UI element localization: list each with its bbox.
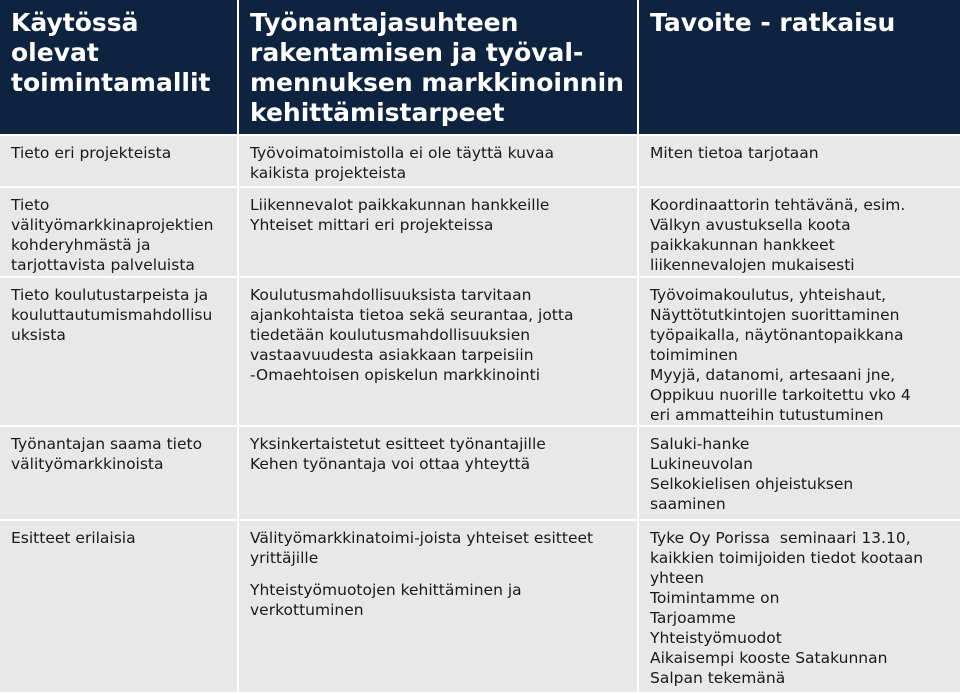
cell-line: yrittäjille: [250, 549, 319, 567]
cell-line: Välityömarkkinatoimi-joista yhteiset esitteet: [250, 529, 594, 547]
cell-line: paikkakunnan hankkeet: [650, 236, 835, 254]
cell-line: Yhteiset mittari eri projekteissa: [250, 216, 494, 234]
cell-line: Työvoimakoulutus, yhteishaut,: [650, 286, 887, 304]
cell-line: tiedetään koulutusmahdollisuuksien: [250, 326, 531, 344]
row2-col1: [0, 188, 237, 278]
header-line: Työnantajasuhteen: [250, 8, 519, 37]
cell-line: kaikista projekteista: [250, 164, 407, 182]
row5-col3: [639, 521, 960, 694]
header-development-needs: [239, 0, 637, 136]
header-line: toimintamallit: [11, 68, 211, 97]
cell-line: kohderyhmästä ja: [11, 236, 151, 254]
cell-line: Työvoimatoimistolla ei ole täyttä kuvaa: [250, 144, 555, 162]
cell-line: Selkokielisen ohjeistuksen: [650, 475, 854, 493]
row4-col2: [239, 427, 637, 521]
cell-line: vastaavuudesta asiakkaan tarpeisiin: [250, 346, 534, 364]
cell-line: verkottuminen: [250, 601, 364, 619]
cell-line: -Omaehtoisen opiskelun markkinointi: [250, 366, 541, 384]
cell-line: Aikaisempi kooste Satakunnan: [650, 649, 888, 667]
cell-line: Tieto: [11, 196, 50, 214]
header-goal-solution: [639, 0, 960, 136]
cell-line: Salpan tekemänä: [650, 669, 786, 687]
row1-col1: [0, 136, 237, 188]
cell-line: tarjottavista palveluista: [11, 256, 195, 274]
row1-col3: [639, 136, 960, 188]
cell-line: välityömarkkinoista: [11, 455, 164, 473]
cell-line: Koordinaattorin tehtävänä, esim.: [650, 196, 906, 214]
header-line: Tavoite - ratkaisu: [650, 8, 896, 37]
row2-col2: [239, 188, 637, 278]
cell-line: Koulutusmahdollisuuksista tarvitaan: [250, 286, 532, 304]
row3-col2: [239, 278, 637, 427]
row1-col2: [239, 136, 637, 188]
cell-line: Yksinkertaistetut esitteet työnantajille: [250, 435, 546, 453]
header-line: mennuksen markkinoinnin: [250, 68, 624, 97]
cell-line: välityömarkkinaprojektien: [11, 216, 214, 234]
header-line: rakentamisen ja työval-: [250, 38, 584, 67]
row3-col3: [639, 278, 960, 427]
row3-col1: [0, 278, 237, 427]
cell-line: Yhteistyömuotojen kehittäminen ja: [250, 581, 522, 599]
cell-line: saaminen: [650, 495, 726, 513]
cell-line: Liikennevalot paikkakunnan hankkeille: [250, 196, 550, 214]
cell-line: Näyttötutkintojen suorittaminen: [650, 306, 900, 324]
cell-line: kaikkien toimijoiden tiedot kootaan: [650, 549, 924, 567]
cell-line: Myyjä, datanomi, artesaani jne,: [650, 366, 896, 384]
cell-line: Välkyn avustuksella koota: [650, 216, 851, 234]
cell-line: Tyke Oy Porissa seminaari 13.10,: [650, 529, 911, 547]
cell-line: Toimintamme on: [650, 589, 780, 607]
header-existing-models: [0, 0, 237, 136]
header-line: kehittämistarpeet: [250, 98, 505, 127]
cell-line: Saluki-hanke: [650, 435, 750, 453]
cell-line: Yhteistyömuodot: [650, 629, 782, 647]
cell-line: Kehen työnantaja voi ottaa yhteyttä: [250, 455, 531, 473]
cell-line: kouluttautumismahdollisu: [11, 306, 213, 324]
row5-col2: [239, 521, 637, 694]
cell-line: eri ammatteihin tutustuminen: [650, 406, 884, 424]
cell-line: Oppikuu nuorille tarkoitettu vko 4: [650, 386, 911, 404]
header-line: olevat: [11, 38, 99, 67]
cell-line: työpaikalla, näytönantopaikkana: [650, 326, 904, 344]
cell-line: ajankohtaista tietoa sekä seurantaa, jotta: [250, 306, 574, 324]
cell-line: Lukineuvolan: [650, 455, 753, 473]
row4-col3: [639, 427, 960, 521]
row4-col1: [0, 427, 237, 521]
cell-line: Tarjoamme: [650, 609, 736, 627]
cell-line: Tieto koulutustarpeista ja: [11, 286, 209, 304]
paragraph-gap: [250, 568, 627, 580]
cell-line: Miten tietoa tarjotaan: [650, 144, 819, 162]
cell-line: uksista: [11, 326, 66, 344]
cell-line: yhteen: [650, 569, 704, 587]
row2-col3: [639, 188, 960, 278]
cell-line: liikennevalojen mukaisesti: [650, 256, 855, 274]
cell-line: Esitteet erilaisia: [11, 529, 136, 547]
cell-line: Työnantajan saama tieto: [11, 435, 203, 453]
row5-col1: [0, 521, 237, 694]
cell-line: toimiminen: [650, 346, 738, 364]
cell-line: Tieto eri projekteista: [11, 144, 172, 162]
header-line: Käytössä: [11, 8, 139, 37]
